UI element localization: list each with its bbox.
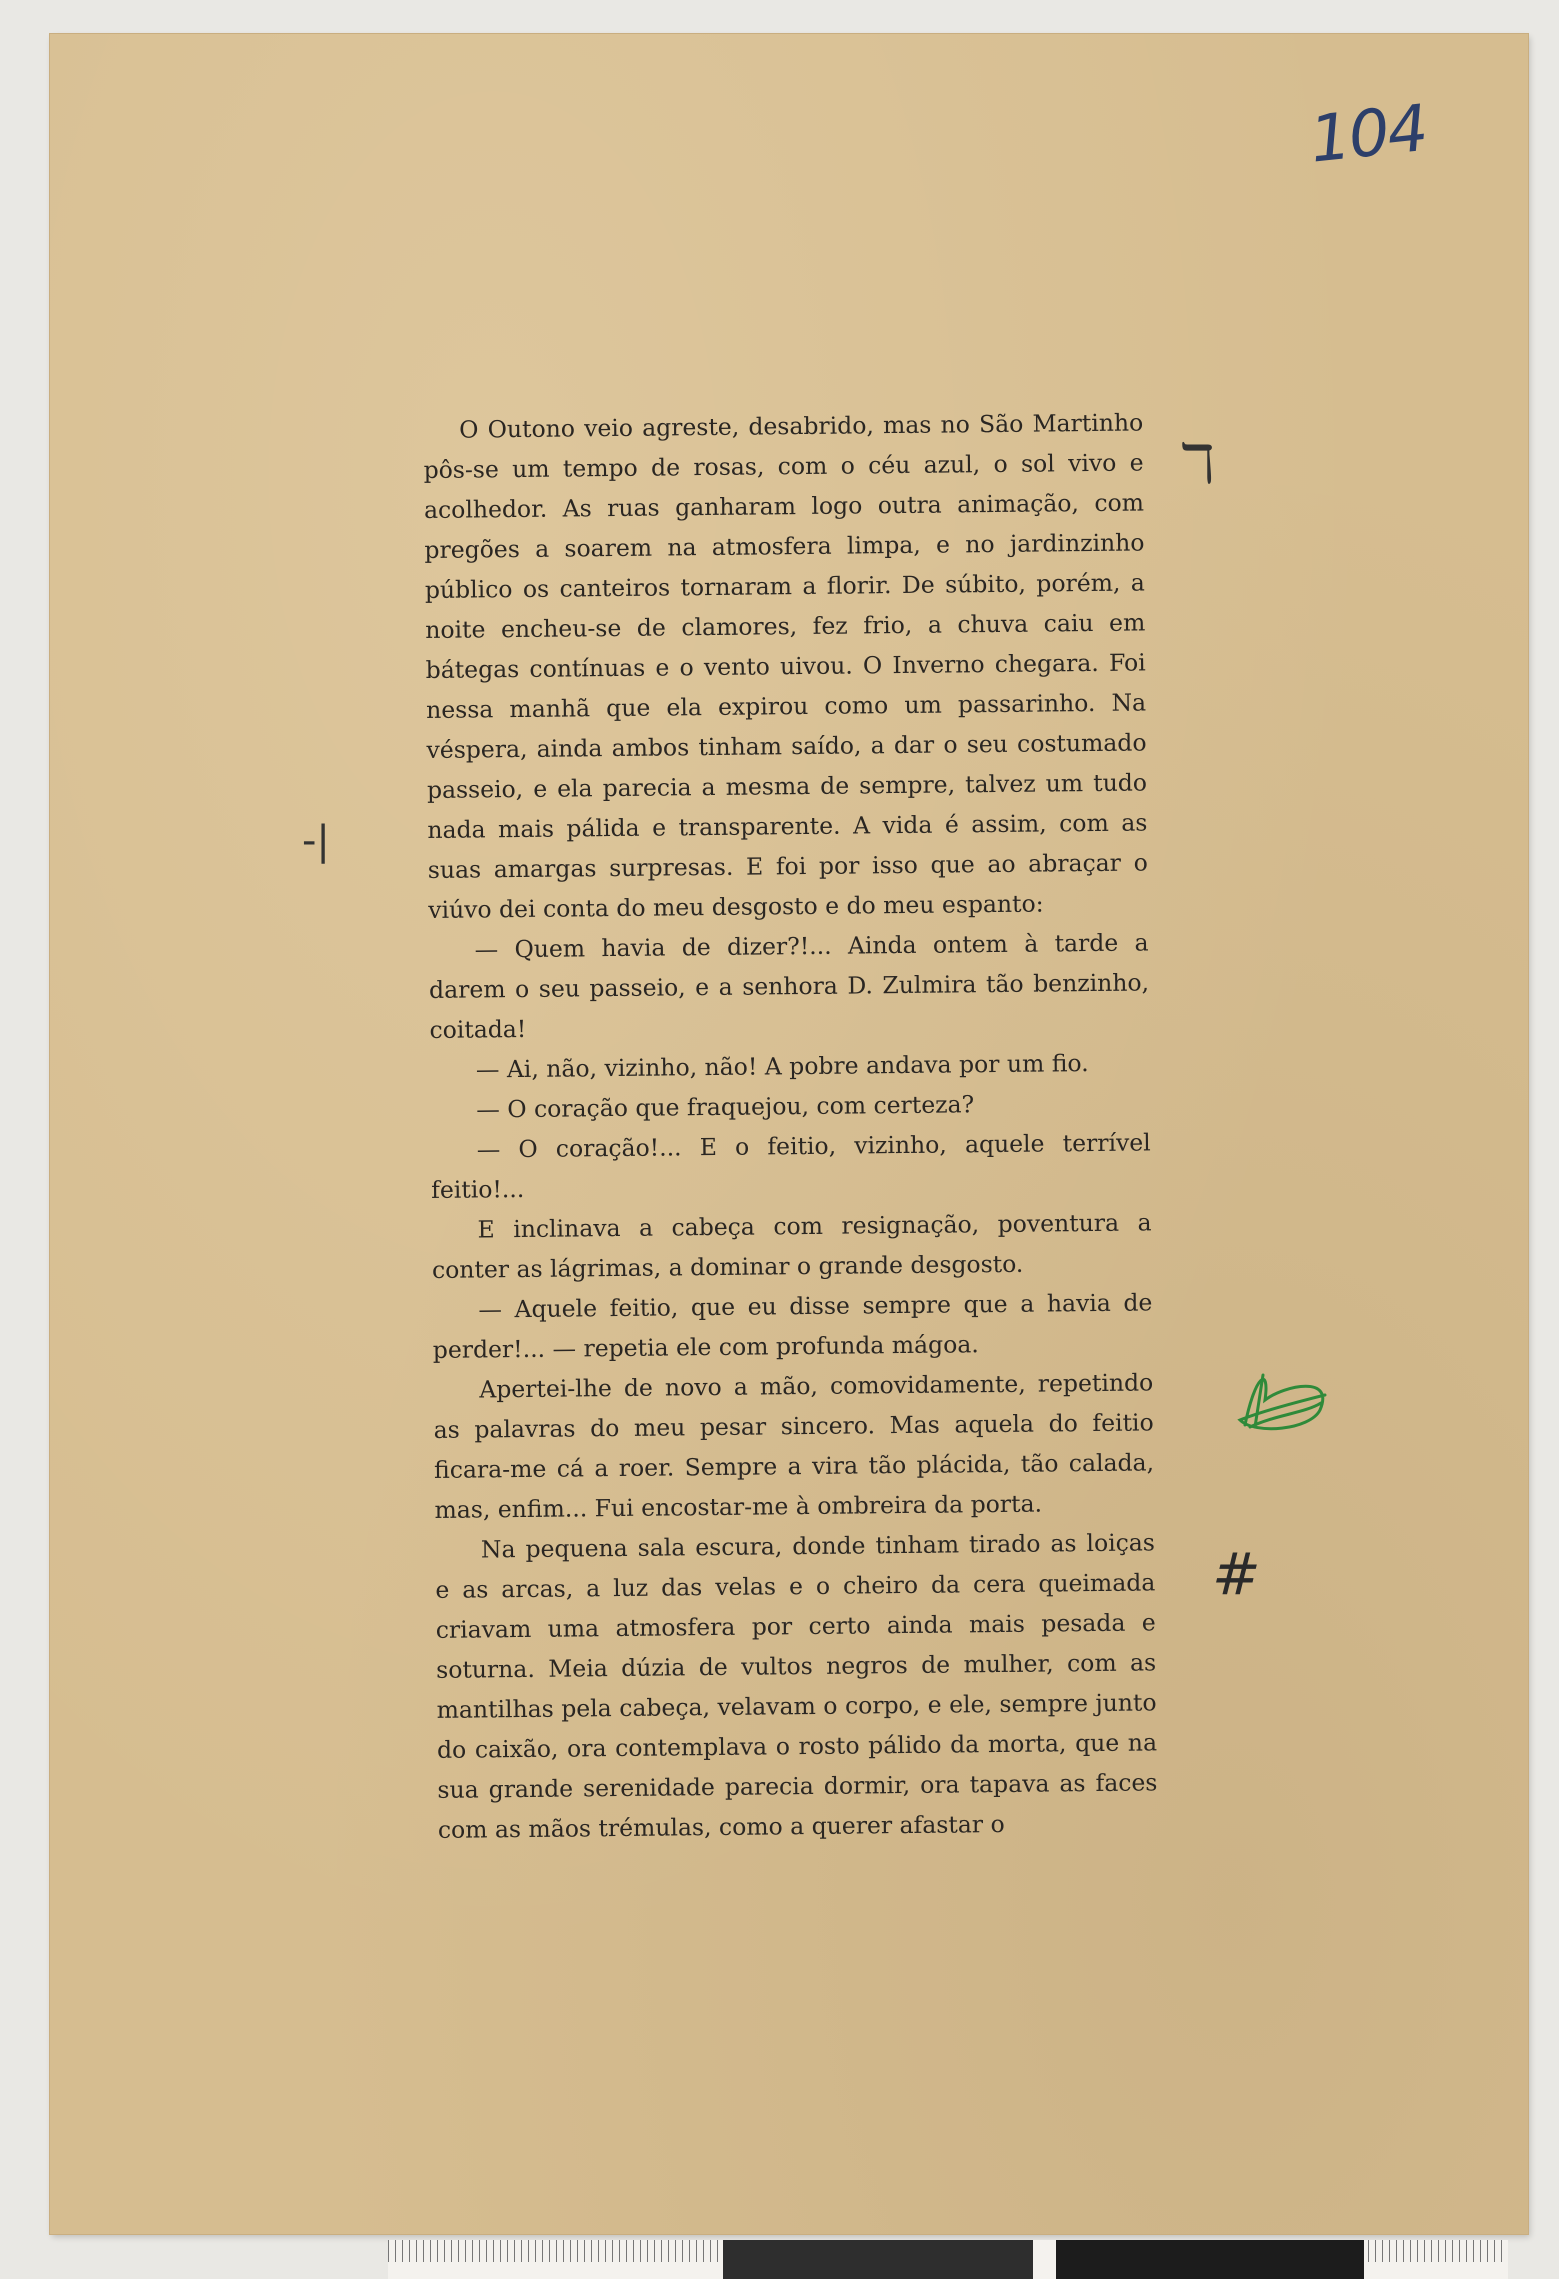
green-scribble-icon	[1225, 1355, 1345, 1455]
page-number: 104	[1306, 91, 1430, 178]
scale-ruler	[388, 2240, 1508, 2279]
paragraph-2: — Quem havia de dizer?!... Ainda ontem à tarde a darem o seu passeio, e a senhora D. Zulmira tão benzinho, coitada!	[428, 928, 1150, 1044]
insertion-mark: -|	[302, 818, 330, 864]
paragraph-8: Apertei-lhe de novo a mão, comovidamente, repetindo as palavras do meu pesar sincero. Mas aquela do feitio ficara-me cá a roer. Sempre a vira tão plácida, tão calada, mas, enfim... Fui encostar-me à ombreira da porta.	[433, 1368, 1155, 1524]
ruler-ticks-end	[1368, 2240, 1508, 2262]
body-text	[423, 402, 1158, 1849]
paragraph-6: E inclinava a cabeça com resignação, poventura a conter as lágrimas, a dominar o grande desgosto.	[431, 1208, 1152, 1284]
paragraph-1: O Outono veio agreste, desabrido, mas no São Martinho pôs-se um tempo de rosas, com o céu azul, o sol vivo e acolhedor. As ruas ganharam logo outra animação, com pregões a soarem na atmosfera limpa, e no jardinzinho público os canteiros tornaram a florir. De súbito, porém, a noite encheu-se de clamores, fez frio, a chuva caiu em bátegas contínuas e o vento uivou. O Inverno chegara. Foi nessa manhã que ela expirou como um passarinho. Na véspera, ainda ambos tinham saído, a dar o seu costumado passeio, e ela parecia a mesma de sempre, talvez um tudo nada mais pálida e transparente. A vida é assim, com as suas amargas surpresas. E foi por isso que ao abraçar o viúvo dei conta do meu desgosto e do meu espanto:	[423, 408, 1148, 924]
color-bar-dark	[723, 2240, 1033, 2279]
color-bar-black	[1056, 2240, 1364, 2279]
paragraph-7: — Aquele feitio, que eu disse sempre que a havia de perder!... — repetia ele com profunda mágoa.	[432, 1288, 1153, 1364]
paragraph-9: Na pequena sala escura, donde tinham tirado as loiças e as arcas, a luz das velas e o cheiro da cera queimada criavam uma atmosfera por certo ainda mais pesada e soturna. Meia dúzia de vultos negros de mulher, com as mantilhas pela cabeça, velavam o corpo, e ele, sempre junto do caixão, ora contemplava o rosto pálido da morta, que na sua grande serenidade parecia dormir, ora tapava as faces com as mãos trémulas, como a querer afastar o	[435, 1528, 1158, 1844]
paragraph-4: — O coração que fraquejou, com certeza?	[476, 1090, 975, 1124]
ruler-ticks	[388, 2240, 718, 2262]
hash-mark: #	[1212, 1540, 1261, 1608]
paragraph-5: — O coração!... E o feitio, vizinho, aquele terrível feitio!...	[431, 1128, 1151, 1204]
paragraph-mark: ℸ	[1180, 432, 1215, 495]
paragraph-3: — Ai, não, vizinho, não! A pobre andava por um fio.	[475, 1049, 1089, 1084]
